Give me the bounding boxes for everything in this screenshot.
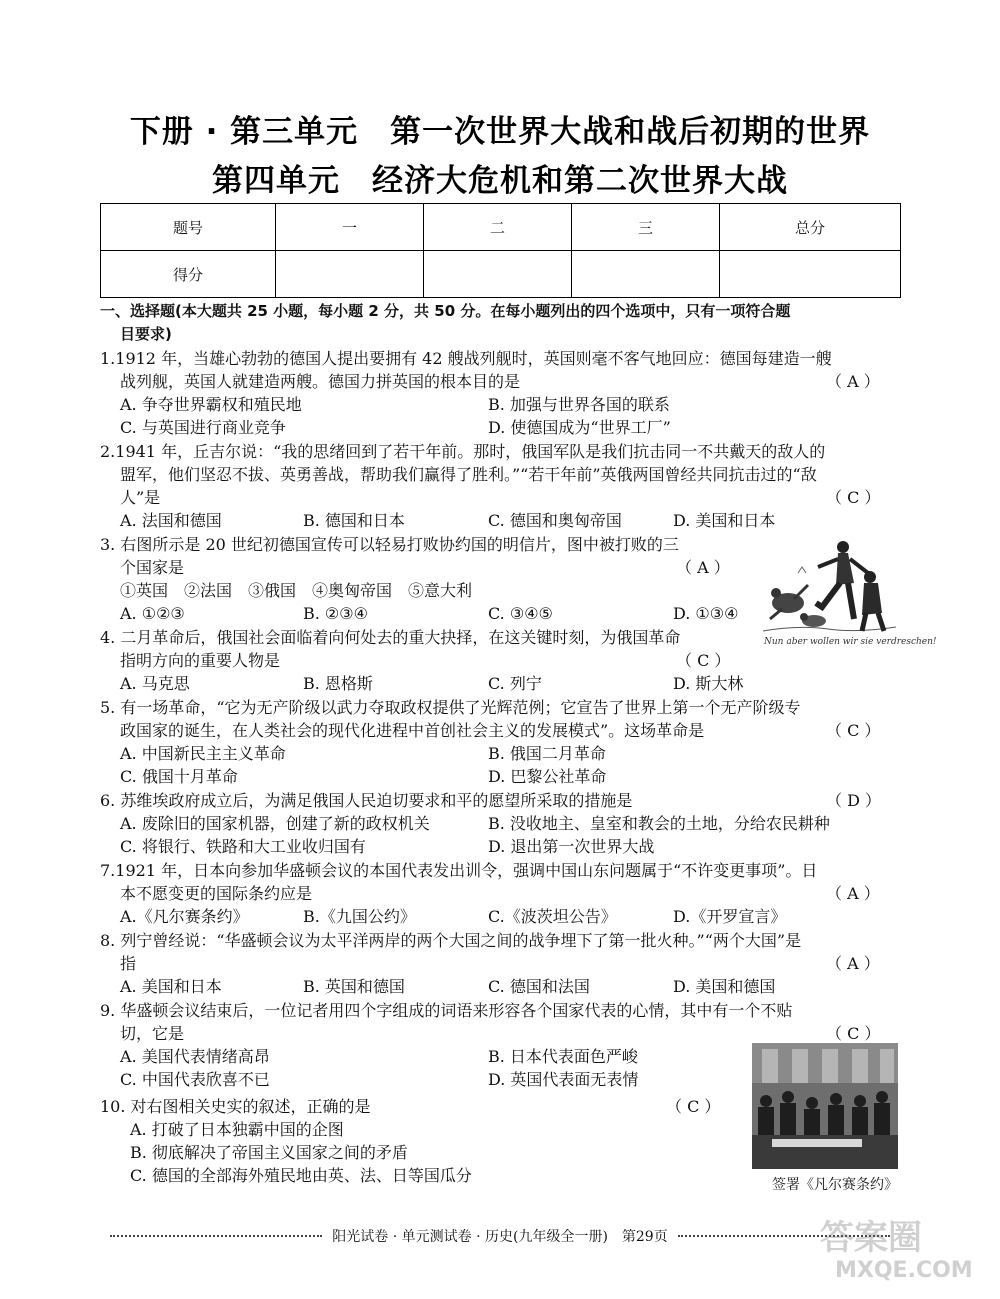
- score-table: [100, 203, 901, 298]
- question-7-option[interactable]: A.《凡尔赛条约》: [120, 907, 249, 926]
- question-2-text: 2.1941 年，丘吉尔说：“我的思绪回到了若干年前。那时，俄国军队是我们抗击同一不共戴天的敌人的: [100, 442, 826, 461]
- score-input-cell[interactable]: [276, 251, 424, 298]
- footer-text: 阳光试卷 · 单元测试卷 · 历史(九年级全一册) 第29页: [332, 1229, 668, 1245]
- german-postcard-image: [758, 533, 937, 651]
- question-6-option[interactable]: D. 退出第一次世界大战: [488, 837, 655, 856]
- question-1-option[interactable]: A. 争夺世界霸权和殖民地: [120, 395, 302, 414]
- question-1-option[interactable]: D. 使德国成为“世界工厂”: [488, 418, 671, 437]
- question-2-text: 盟军，他们坚忍不拔、英勇善战，帮助我们赢得了胜利。”“若干年前”英俄两国曾经共同抗击过的“敌: [120, 465, 817, 484]
- question-9-option[interactable]: C. 中国代表欣喜不已: [120, 1070, 270, 1089]
- question-5-text: 政国家的诞生，在人类社会的现代化进程中首创社会主义的发展模式”。这场革命是: [120, 721, 705, 740]
- score-table-header-row: [101, 204, 901, 251]
- question-1-option[interactable]: C. 与英国进行商业竞争: [120, 418, 286, 437]
- page-title: 下册 · 第三单元 第一次世界大战和战后初期的世界: [129, 114, 871, 150]
- question-7-text: 本不愿变更的国际条约应是: [120, 884, 313, 903]
- section-heading-cont: 目要求): [120, 325, 172, 343]
- question-2-option[interactable]: A. 法国和德国: [120, 511, 222, 530]
- question-7-answer: （ A ）: [826, 884, 880, 903]
- question-6-answer: （ D ）: [826, 791, 882, 810]
- question-3-option[interactable]: D. ①③④: [673, 604, 739, 623]
- photo-caption: 签署《凡尔赛条约》: [772, 1177, 898, 1193]
- question-3-option[interactable]: A. ①②③: [120, 604, 185, 623]
- question-6-option[interactable]: A. 废除旧的国家机器，创建了新的政权机关: [120, 814, 430, 833]
- question-7-option[interactable]: D.《开罗宣言》: [673, 907, 787, 926]
- score-header-cell: 三: [572, 204, 720, 251]
- question-5-option[interactable]: D. 巴黎公社革命: [488, 767, 607, 786]
- question-8-answer: （ A ）: [826, 954, 880, 973]
- question-6-option[interactable]: C. 将银行、铁路和大工业收归国有: [120, 837, 366, 856]
- question-10-answer: （ C ）: [666, 1097, 721, 1116]
- question-4-option[interactable]: A. 马克思: [120, 674, 190, 693]
- question-4-option[interactable]: C. 列宁: [488, 674, 542, 693]
- question-2-text: 人”是: [120, 488, 161, 507]
- question-2-option[interactable]: B. 德国和日本: [303, 511, 405, 530]
- question-5-option[interactable]: A. 中国新民主主义革命: [120, 744, 286, 763]
- score-header-cell: 总分: [720, 204, 901, 251]
- question-5-option[interactable]: B. 俄国二月革命: [488, 744, 606, 763]
- score-header-cell: 题号: [101, 204, 276, 251]
- versailles-treaty-photo: [752, 1043, 898, 1169]
- postcard-caption: Nun aber wollen wir sie verdreschen!: [764, 637, 937, 647]
- question-1-text: 战列舰，英国人就建造两艘。德国力拼英国的根本目的是: [120, 372, 521, 391]
- question-9-option[interactable]: A. 美国代表情绪高昂: [120, 1047, 270, 1066]
- question-1-option[interactable]: B. 加强与世界各国的联系: [488, 395, 670, 414]
- question-5-option[interactable]: C. 俄国十月革命: [120, 767, 238, 786]
- score-input-cell[interactable]: [572, 251, 720, 298]
- question-9-option[interactable]: B. 日本代表面色严峻: [488, 1047, 638, 1066]
- question-8-text: 8. 列宁曾经说：“华盛顿会议为太平洋两岸的两个大国之间的战争埋下了第一批火种。”“两个大国”是: [100, 931, 802, 950]
- question-3-items: ①英国 ②法国 ③俄国 ④奥匈帝国 ⑤意大利: [120, 581, 473, 600]
- question-2-answer: （ C ）: [826, 488, 881, 507]
- question-8-option[interactable]: C. 德国和法国: [488, 977, 590, 996]
- question-9-answer: （ C ）: [826, 1024, 881, 1043]
- question-1-answer: （ A ）: [826, 372, 880, 391]
- question-10-option[interactable]: B. 彻底解决了帝国主义国家之间的矛盾: [130, 1143, 408, 1162]
- question-4-text: 4. 二月革命后，俄国社会面临着向何处去的重大抉择，在这关键时刻，为俄国革命: [100, 628, 681, 647]
- question-1-text: 1.1912 年，当雄心勃勃的德国人提出要拥有 42 艘战列舰时，英国则毫不客气地回应：德国每建造一艘: [100, 349, 832, 368]
- question-10-option[interactable]: C. 德国的全部海外殖民地由英、法、日等国瓜分: [130, 1166, 472, 1185]
- question-6-option[interactable]: B. 没收地主、皇室和教会的土地，分给农民耕种: [488, 814, 830, 833]
- question-8-option[interactable]: D. 美国和德国: [673, 977, 776, 996]
- question-2-option[interactable]: D. 美国和日本: [673, 511, 776, 530]
- question-3-option[interactable]: C. ③④⑤: [488, 604, 553, 623]
- score-table-score-row: [101, 251, 901, 298]
- question-6-text: 6. 苏维埃政府成立后，为满足俄国人民迫切要求和平的愿望所采取的措施是: [100, 791, 633, 810]
- question-4-answer: （ C ）: [676, 651, 731, 670]
- question-8-option[interactable]: B. 英国和德国: [303, 977, 405, 996]
- score-input-cell[interactable]: [720, 251, 901, 298]
- score-row-label: 得分: [101, 251, 276, 298]
- score-input-cell[interactable]: [424, 251, 572, 298]
- watermark-logo: 答案圈: [820, 1218, 922, 1258]
- question-4-option[interactable]: B. 恩格斯: [303, 674, 373, 693]
- watermark-url: MXQE.COM: [835, 1258, 973, 1283]
- question-4-text: 指明方向的重要人物是: [120, 651, 281, 670]
- question-9-text: 切，它是: [120, 1024, 185, 1043]
- question-7-option[interactable]: C.《波茨坦公告》: [488, 907, 617, 926]
- page-footer: [100, 1224, 900, 1248]
- question-3-option[interactable]: B. ②③④: [303, 604, 368, 623]
- question-8-option[interactable]: A. 美国和日本: [120, 977, 222, 996]
- question-9-text: 9. 华盛顿会议结束后，一位记者用四个字组成的词语来形容各个国家代表的心情，其中有一个不贴: [100, 1001, 793, 1020]
- question-5-answer: （ C ）: [826, 721, 881, 740]
- question-3-text: 3. 右图所示是 20 世纪初德国宣传可以轻易打败协约国的明信片，图中被打败的三: [100, 535, 679, 554]
- question-9-option[interactable]: D. 英国代表面无表情: [488, 1070, 639, 1089]
- page-subtitle: 第四单元 经济大危机和第二次世界大战: [212, 163, 788, 199]
- question-4-option[interactable]: D. 斯大林: [673, 674, 744, 693]
- footer-dots-left: [110, 1235, 322, 1237]
- question-7-option[interactable]: B.《九国公约》: [303, 907, 416, 926]
- question-10-option[interactable]: A. 打破了日本独霸中国的企图: [130, 1120, 344, 1139]
- question-5-text: 5. 有一场革命，“它为无产阶级以武力夺取政权提供了光辉范例；它宣告了世界上第一个无产阶级专: [100, 698, 801, 717]
- question-2-option[interactable]: C. 德国和奥匈帝国: [488, 511, 622, 530]
- score-header-cell: 二: [424, 204, 572, 251]
- question-8-text: 指: [120, 954, 137, 973]
- question-10-text: 10. 对右图相关史实的叙述，正确的是: [100, 1097, 371, 1116]
- section-heading: 一、选择题(本大题共 25 小题，每小题 2 分，共 50 分。在每小题列出的四个选项中，只有一项符合题: [100, 302, 791, 320]
- question-7-text: 7.1921 年，日本向参加华盛顿会议的本国代表发出训令，强调中国山东问题属于“不许变更事项”。日: [100, 861, 818, 880]
- question-3-text: 个国家是: [120, 558, 185, 577]
- question-3-answer: （ A ）: [676, 558, 730, 577]
- score-header-cell: 一: [276, 204, 424, 251]
